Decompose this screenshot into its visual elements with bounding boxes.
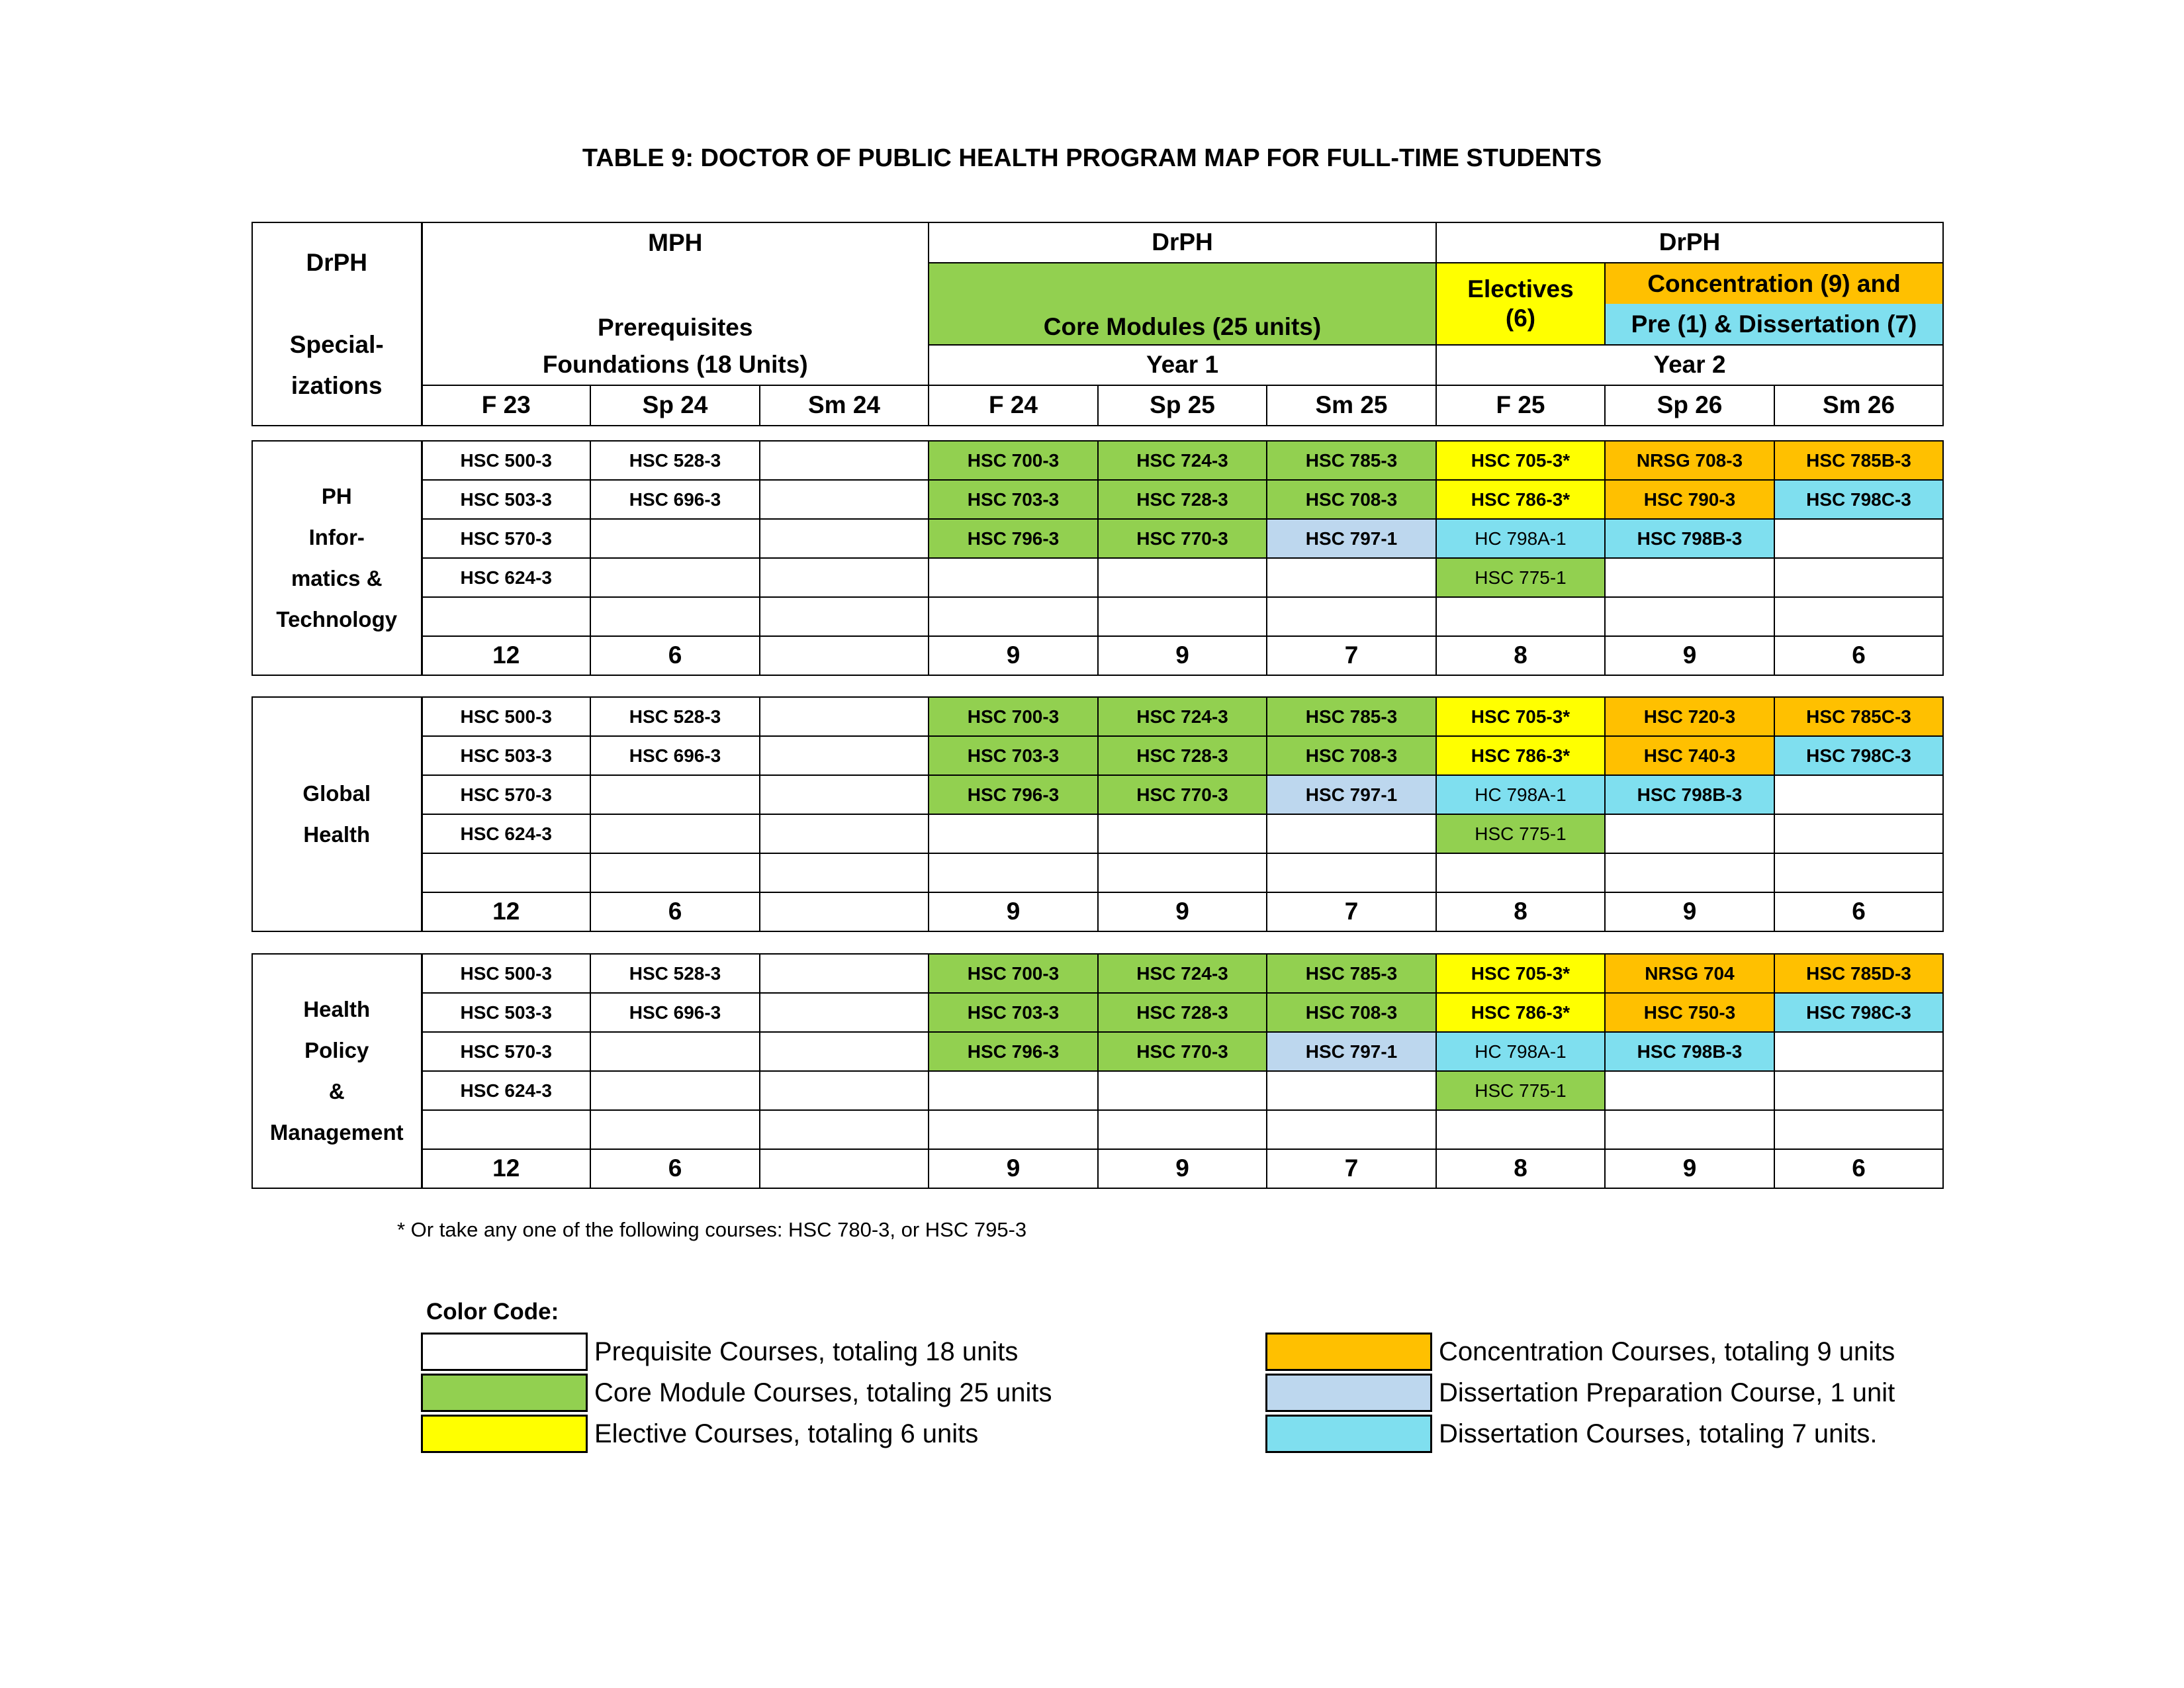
term-header: Sp 25 xyxy=(1098,385,1267,426)
course-cell xyxy=(929,558,1098,597)
term-header: Sp 24 xyxy=(590,385,760,426)
specialization-name xyxy=(252,954,422,1188)
table-row xyxy=(252,814,1943,853)
course-cell: HSC 500-3 xyxy=(422,697,590,736)
spec-header-bot: izations xyxy=(291,371,383,399)
course-cell: HSC 770-3 xyxy=(1098,775,1267,814)
course-cell: HSC 728-3 xyxy=(1098,993,1267,1032)
term-header: Sm 24 xyxy=(760,385,929,426)
course-cell: HSC 785C-3 xyxy=(1774,697,1943,736)
specialization-name-line: Global xyxy=(302,781,371,806)
course-cell: HSC 503-3 xyxy=(422,480,590,519)
course-cell xyxy=(1436,853,1605,892)
year2-label: Year 2 xyxy=(1436,345,1943,385)
course-cell xyxy=(1267,814,1436,853)
table-row xyxy=(252,853,1943,892)
course-cell: NRSG 708-3 xyxy=(1605,441,1774,480)
total-units-cell: 6 xyxy=(590,1149,760,1188)
course-cell xyxy=(1267,853,1436,892)
table-row xyxy=(252,558,1943,597)
course-cell xyxy=(1774,853,1943,892)
course-cell: HSC 500-3 xyxy=(422,441,590,480)
specialization-table xyxy=(251,440,1944,676)
course-cell: HSC 770-3 xyxy=(1098,1032,1267,1071)
course-cell xyxy=(1605,1071,1774,1110)
course-cell xyxy=(1436,1110,1605,1149)
term-header: Sm 25 xyxy=(1267,385,1436,426)
course-cell xyxy=(760,814,929,853)
course-cell: HSC 700-3 xyxy=(929,441,1098,480)
term-header: F 25 xyxy=(1436,385,1605,426)
course-cell: HSC 798B-3 xyxy=(1605,1032,1774,1071)
course-cell xyxy=(1774,1110,1943,1149)
course-cell xyxy=(760,736,929,775)
total-units-cell: 9 xyxy=(929,892,1098,931)
course-cell: HSC 503-3 xyxy=(422,736,590,775)
course-cell xyxy=(1098,597,1267,636)
course-cell: HSC 786-3* xyxy=(1436,993,1605,1032)
course-cell: HSC 798B-3 xyxy=(1605,519,1774,558)
legend-label: Elective Courses, totaling 6 units xyxy=(594,1419,979,1448)
course-cell xyxy=(422,1110,590,1149)
course-cell xyxy=(1267,597,1436,636)
total-units-cell: 6 xyxy=(1774,892,1943,931)
course-cell xyxy=(590,814,760,853)
total-units-cell: 7 xyxy=(1267,1149,1436,1188)
total-units-cell: 6 xyxy=(1774,1149,1943,1188)
total-units-cell: 6 xyxy=(1774,636,1943,675)
course-cell: HSC 624-3 xyxy=(422,814,590,853)
course-cell: HSC 724-3 xyxy=(1098,441,1267,480)
course-cell xyxy=(760,697,929,736)
legend-item xyxy=(1265,1332,1895,1372)
total-units-cell: 6 xyxy=(590,892,760,931)
course-cell xyxy=(1774,1071,1943,1110)
course-cell: HSC 775-1 xyxy=(1436,558,1605,597)
table-row xyxy=(252,736,1943,775)
course-cell xyxy=(1098,1110,1267,1149)
legend-item xyxy=(1265,1414,1878,1454)
specialization-name-line: Infor- xyxy=(308,525,365,549)
course-cell xyxy=(422,597,590,636)
total-units-cell: 6 xyxy=(590,636,760,675)
concentration-label: Concentration (9) and xyxy=(1606,263,1942,304)
total-units-cell: 9 xyxy=(1098,636,1267,675)
course-cell: HSC 700-3 xyxy=(929,697,1098,736)
course-cell: HSC 790-3 xyxy=(1605,480,1774,519)
course-cell xyxy=(422,853,590,892)
course-cell: HSC 785-3 xyxy=(1267,954,1436,993)
table-row xyxy=(252,697,1943,736)
table-row xyxy=(252,954,1943,993)
total-units-cell: 9 xyxy=(929,636,1098,675)
course-cell: HC 798A-1 xyxy=(1436,1032,1605,1071)
course-cell: HSC 798C-3 xyxy=(1774,480,1943,519)
course-cell: HSC 770-3 xyxy=(1098,519,1267,558)
course-cell: HSC 570-3 xyxy=(422,1032,590,1071)
drph-year2-header: DrPH xyxy=(1436,222,1943,263)
total-units-cell: 8 xyxy=(1436,636,1605,675)
course-cell: HSC 796-3 xyxy=(929,775,1098,814)
course-cell: HSC 624-3 xyxy=(422,558,590,597)
course-cell xyxy=(590,519,760,558)
course-cell xyxy=(760,558,929,597)
course-cell: HSC 796-3 xyxy=(929,519,1098,558)
course-cell: HSC 798C-3 xyxy=(1774,736,1943,775)
course-cell: HSC 703-3 xyxy=(929,993,1098,1032)
specialization-table xyxy=(251,953,1944,1189)
table-row xyxy=(252,480,1943,519)
legend-swatch xyxy=(1265,1374,1432,1412)
concentration-dissertation-header xyxy=(1605,263,1943,345)
legend-swatch xyxy=(421,1415,588,1453)
course-cell xyxy=(590,1110,760,1149)
course-cell xyxy=(1098,1071,1267,1110)
course-cell xyxy=(760,480,929,519)
legend-swatch xyxy=(421,1374,588,1412)
total-units-cell: 12 xyxy=(422,892,590,931)
course-cell xyxy=(1098,853,1267,892)
course-cell xyxy=(1605,597,1774,636)
core-modules-label: Core Modules (25 units) xyxy=(1043,312,1322,340)
total-units-cell: 9 xyxy=(1605,636,1774,675)
total-units-cell: 8 xyxy=(1436,1149,1605,1188)
total-units-cell: 9 xyxy=(929,1149,1098,1188)
total-units-cell xyxy=(760,1149,929,1188)
course-cell: HSC 708-3 xyxy=(1267,993,1436,1032)
legend-label: Core Module Courses, totaling 25 units xyxy=(594,1378,1052,1407)
course-cell: HSC 705-3* xyxy=(1436,697,1605,736)
course-cell: HC 798A-1 xyxy=(1436,519,1605,558)
table-row xyxy=(252,1071,1943,1110)
course-cell xyxy=(760,1110,929,1149)
course-cell xyxy=(1605,814,1774,853)
course-cell xyxy=(1605,853,1774,892)
course-cell: HSC 786-3* xyxy=(1436,736,1605,775)
course-cell xyxy=(760,853,929,892)
course-cell xyxy=(1267,558,1436,597)
course-cell: HSC 720-3 xyxy=(1605,697,1774,736)
course-cell: HSC 785-3 xyxy=(1267,441,1436,480)
course-cell xyxy=(1267,1110,1436,1149)
course-cell: HSC 570-3 xyxy=(422,775,590,814)
legend-label: Concentration Courses, totaling 9 units xyxy=(1439,1336,1895,1366)
course-cell: HSC 775-1 xyxy=(1436,1071,1605,1110)
total-units-cell: 12 xyxy=(422,1149,590,1188)
course-cell xyxy=(760,954,929,993)
course-cell: HSC 728-3 xyxy=(1098,736,1267,775)
total-units-cell: 9 xyxy=(1605,1149,1774,1188)
specialization-name xyxy=(252,697,422,931)
specialization-name xyxy=(252,441,422,675)
total-units-cell: 7 xyxy=(1267,892,1436,931)
table-row xyxy=(252,1110,1943,1149)
spec-header-mid: Special- xyxy=(289,330,384,358)
course-cell: HSC 528-3 xyxy=(590,954,760,993)
total-units-cell: 9 xyxy=(1605,892,1774,931)
table-row xyxy=(252,1032,1943,1071)
course-cell: HSC 708-3 xyxy=(1267,480,1436,519)
course-cell: HSC 503-3 xyxy=(422,993,590,1032)
legend-item xyxy=(1265,1373,1895,1413)
total-units-cell xyxy=(760,636,929,675)
course-cell xyxy=(760,519,929,558)
course-cell: HSC 696-3 xyxy=(590,736,760,775)
specialization-name-line: Management xyxy=(269,1120,404,1145)
totals-row xyxy=(252,892,1943,931)
core-modules-header xyxy=(929,263,1436,345)
course-cell xyxy=(590,853,760,892)
legend-item xyxy=(421,1332,1018,1372)
table-row xyxy=(252,775,1943,814)
legend-swatch xyxy=(1265,1333,1432,1371)
course-cell: HSC 797-1 xyxy=(1267,1032,1436,1071)
dissertation-label: Pre (1) & Dissertation (7) xyxy=(1606,304,1942,344)
course-cell: HSC 785D-3 xyxy=(1774,954,1943,993)
course-cell xyxy=(590,1032,760,1071)
course-cell xyxy=(1774,519,1943,558)
specialization-table xyxy=(251,696,1944,932)
table-row xyxy=(252,519,1943,558)
course-cell: HSC 624-3 xyxy=(422,1071,590,1110)
course-cell xyxy=(760,993,929,1032)
course-cell: HSC 797-1 xyxy=(1267,775,1436,814)
term-header: F 23 xyxy=(422,385,590,426)
course-cell: HSC 528-3 xyxy=(590,441,760,480)
course-cell xyxy=(1098,558,1267,597)
course-cell xyxy=(1774,775,1943,814)
course-cell xyxy=(1774,814,1943,853)
totals-row xyxy=(252,1149,1943,1188)
legend-label: Dissertation Courses, totaling 7 units. xyxy=(1439,1419,1878,1448)
course-cell xyxy=(590,1071,760,1110)
course-cell: HSC 696-3 xyxy=(590,993,760,1032)
course-cell xyxy=(929,1071,1098,1110)
course-cell: HSC 796-3 xyxy=(929,1032,1098,1071)
course-cell xyxy=(1774,1032,1943,1071)
course-cell: HC 798A-1 xyxy=(1436,775,1605,814)
course-cell: HSC 705-3* xyxy=(1436,441,1605,480)
term-row xyxy=(252,385,1943,426)
specialization-name-line: Health xyxy=(303,997,371,1021)
course-cell xyxy=(1267,1071,1436,1110)
course-cell: NRSG 704 xyxy=(1605,954,1774,993)
course-cell xyxy=(590,775,760,814)
legend-label: Prequisite Courses, totaling 18 units xyxy=(594,1336,1019,1366)
course-cell: HSC 797-1 xyxy=(1267,519,1436,558)
course-cell: HSC 700-3 xyxy=(929,954,1098,993)
course-cell: HSC 785B-3 xyxy=(1774,441,1943,480)
course-cell xyxy=(929,853,1098,892)
totals-row xyxy=(252,636,1943,675)
course-cell: HSC 528-3 xyxy=(590,697,760,736)
course-cell: HSC 740-3 xyxy=(1605,736,1774,775)
specialization-name-line: & xyxy=(328,1079,345,1103)
footnote: * Or take any one of the following courses: HSC 780-3, or HSC 795-3 xyxy=(397,1218,1027,1241)
legend-title: Color Code: xyxy=(426,1299,559,1325)
course-cell xyxy=(1774,597,1943,636)
table-row xyxy=(252,597,1943,636)
course-cell xyxy=(590,558,760,597)
course-cell: HSC 724-3 xyxy=(1098,697,1267,736)
course-cell: HSC 785-3 xyxy=(1267,697,1436,736)
course-cell xyxy=(1774,558,1943,597)
total-units-cell: 7 xyxy=(1267,636,1436,675)
course-cell xyxy=(1605,1110,1774,1149)
course-cell xyxy=(760,775,929,814)
course-cell xyxy=(760,441,929,480)
specializations-header xyxy=(252,222,422,426)
course-cell: HSC 798B-3 xyxy=(1605,775,1774,814)
course-cell: HSC 775-1 xyxy=(1436,814,1605,853)
total-units-cell: 8 xyxy=(1436,892,1605,931)
prereq-label: Prerequisites xyxy=(598,313,753,341)
legend-label: Dissertation Preparation Course, 1 unit xyxy=(1439,1378,1895,1407)
course-cell: HSC 728-3 xyxy=(1098,480,1267,519)
course-cell xyxy=(590,597,760,636)
total-units-cell: 9 xyxy=(1098,892,1267,931)
course-cell xyxy=(1605,558,1774,597)
term-header: Sm 26 xyxy=(1774,385,1943,426)
course-cell xyxy=(1436,597,1605,636)
drph-year1-header: DrPH xyxy=(929,222,1436,263)
electives-label: Electives (6) xyxy=(1467,275,1574,332)
course-cell xyxy=(929,1110,1098,1149)
spec-header-top: DrPH xyxy=(306,248,368,276)
course-cell xyxy=(929,814,1098,853)
course-cell xyxy=(760,597,929,636)
course-cell: HSC 570-3 xyxy=(422,519,590,558)
course-cell: HSC 705-3* xyxy=(1436,954,1605,993)
table-row xyxy=(252,441,1943,480)
course-cell: HSC 696-3 xyxy=(590,480,760,519)
mph-header: MPH xyxy=(422,222,929,263)
specialization-name-line: Policy xyxy=(304,1038,369,1062)
course-cell xyxy=(760,1071,929,1110)
page-title: TABLE 9: DOCTOR OF PUBLIC HEALTH PROGRAM MAP FOR FULL-TIME STUDENTS xyxy=(582,144,1602,172)
specialization-name-line: Health xyxy=(303,822,371,847)
course-cell xyxy=(929,597,1098,636)
header-table xyxy=(251,222,1944,426)
year1-label: Year 1 xyxy=(929,345,1436,385)
specialization-name-line: Technology xyxy=(276,607,398,632)
legend-swatch xyxy=(421,1333,588,1371)
term-header: F 24 xyxy=(929,385,1098,426)
foundations-label: Foundations (18 Units) xyxy=(422,345,929,385)
legend-swatch xyxy=(1265,1415,1432,1453)
total-units-cell xyxy=(760,892,929,931)
specialization-name-line: PH xyxy=(321,484,352,508)
specialization-name-line: matics & xyxy=(291,566,383,590)
term-header: Sp 26 xyxy=(1605,385,1774,426)
course-cell: HSC 786-3* xyxy=(1436,480,1605,519)
course-cell: HSC 703-3 xyxy=(929,736,1098,775)
electives-header xyxy=(1436,263,1605,345)
course-cell: HSC 500-3 xyxy=(422,954,590,993)
course-cell: HSC 750-3 xyxy=(1605,993,1774,1032)
course-cell: HSC 703-3 xyxy=(929,480,1098,519)
course-cell: HSC 724-3 xyxy=(1098,954,1267,993)
total-units-cell: 12 xyxy=(422,636,590,675)
legend-item xyxy=(421,1373,1052,1413)
prereq-header xyxy=(422,263,929,345)
course-cell xyxy=(760,1032,929,1071)
legend-item xyxy=(421,1414,978,1454)
course-cell: HSC 708-3 xyxy=(1267,736,1436,775)
table-row xyxy=(252,993,1943,1032)
course-cell xyxy=(1098,814,1267,853)
total-units-cell: 9 xyxy=(1098,1149,1267,1188)
course-cell: HSC 798C-3 xyxy=(1774,993,1943,1032)
